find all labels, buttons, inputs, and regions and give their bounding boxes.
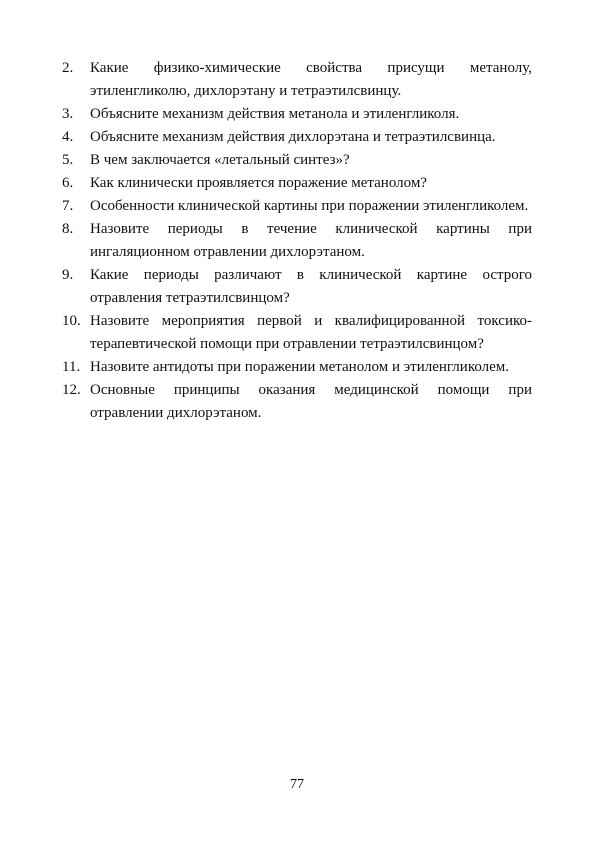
list-item — [62, 126, 532, 149]
list-item — [62, 310, 532, 356]
item-text: Особенности клинической картины при поражении этиленгликолем. — [90, 198, 529, 214]
item-text: Основные принципы оказания медицинской помощи при отравлении дихлорэтаном. — [90, 382, 532, 421]
item-text: Назовите периоды в течение клинической картины при ингаляционном отравлении дихлорэтаном. — [90, 221, 532, 260]
item-number: 6. — [62, 175, 74, 191]
page-number: 77 — [290, 777, 304, 792]
list-item — [62, 356, 532, 379]
item-text: В чем заключается «летальный синтез»? — [90, 152, 350, 168]
item-number: 9. — [62, 267, 74, 283]
item-text: Какие периоды различают в клинической картине острого отравления тетраэтилсвинцом? — [90, 267, 532, 306]
question-list — [62, 57, 532, 425]
list-item — [62, 264, 532, 310]
item-number: 12. — [62, 382, 81, 398]
item-text: Как клинически проявляется поражение метанолом? — [90, 175, 427, 191]
item-text: Назовите антидоты при поражении метанолом и этиленгликолем. — [90, 359, 510, 375]
item-text: Назовите мероприятия первой и квалифицированной токсико-терапевтической помощи при отравлении тетраэтилсвинцом? — [90, 313, 532, 352]
item-number: 8. — [62, 221, 74, 237]
item-number: 3. — [62, 106, 74, 122]
list-item — [62, 149, 532, 172]
list-item — [62, 103, 532, 126]
item-number: 7. — [62, 198, 74, 214]
list-item — [62, 379, 532, 425]
item-number: 2. — [62, 60, 74, 76]
list-item — [62, 57, 532, 103]
item-number: 5. — [62, 152, 74, 168]
item-number: 11. — [62, 359, 81, 375]
item-text: Объясните механизм действия дихлорэтана и тетраэтилсвинца. — [90, 129, 496, 145]
item-text: Объясните механизм действия метанола и этиленгликоля. — [90, 106, 460, 122]
item-text: Какие физико-химические свойства присущи метанолу, этиленгликолю, дихлорэтану и тетраэтилсвинцу. — [90, 60, 532, 99]
list-item — [62, 172, 532, 195]
item-number: 10. — [62, 313, 81, 329]
item-number: 4. — [62, 129, 74, 145]
list-item — [62, 218, 532, 264]
list-item — [62, 195, 532, 218]
